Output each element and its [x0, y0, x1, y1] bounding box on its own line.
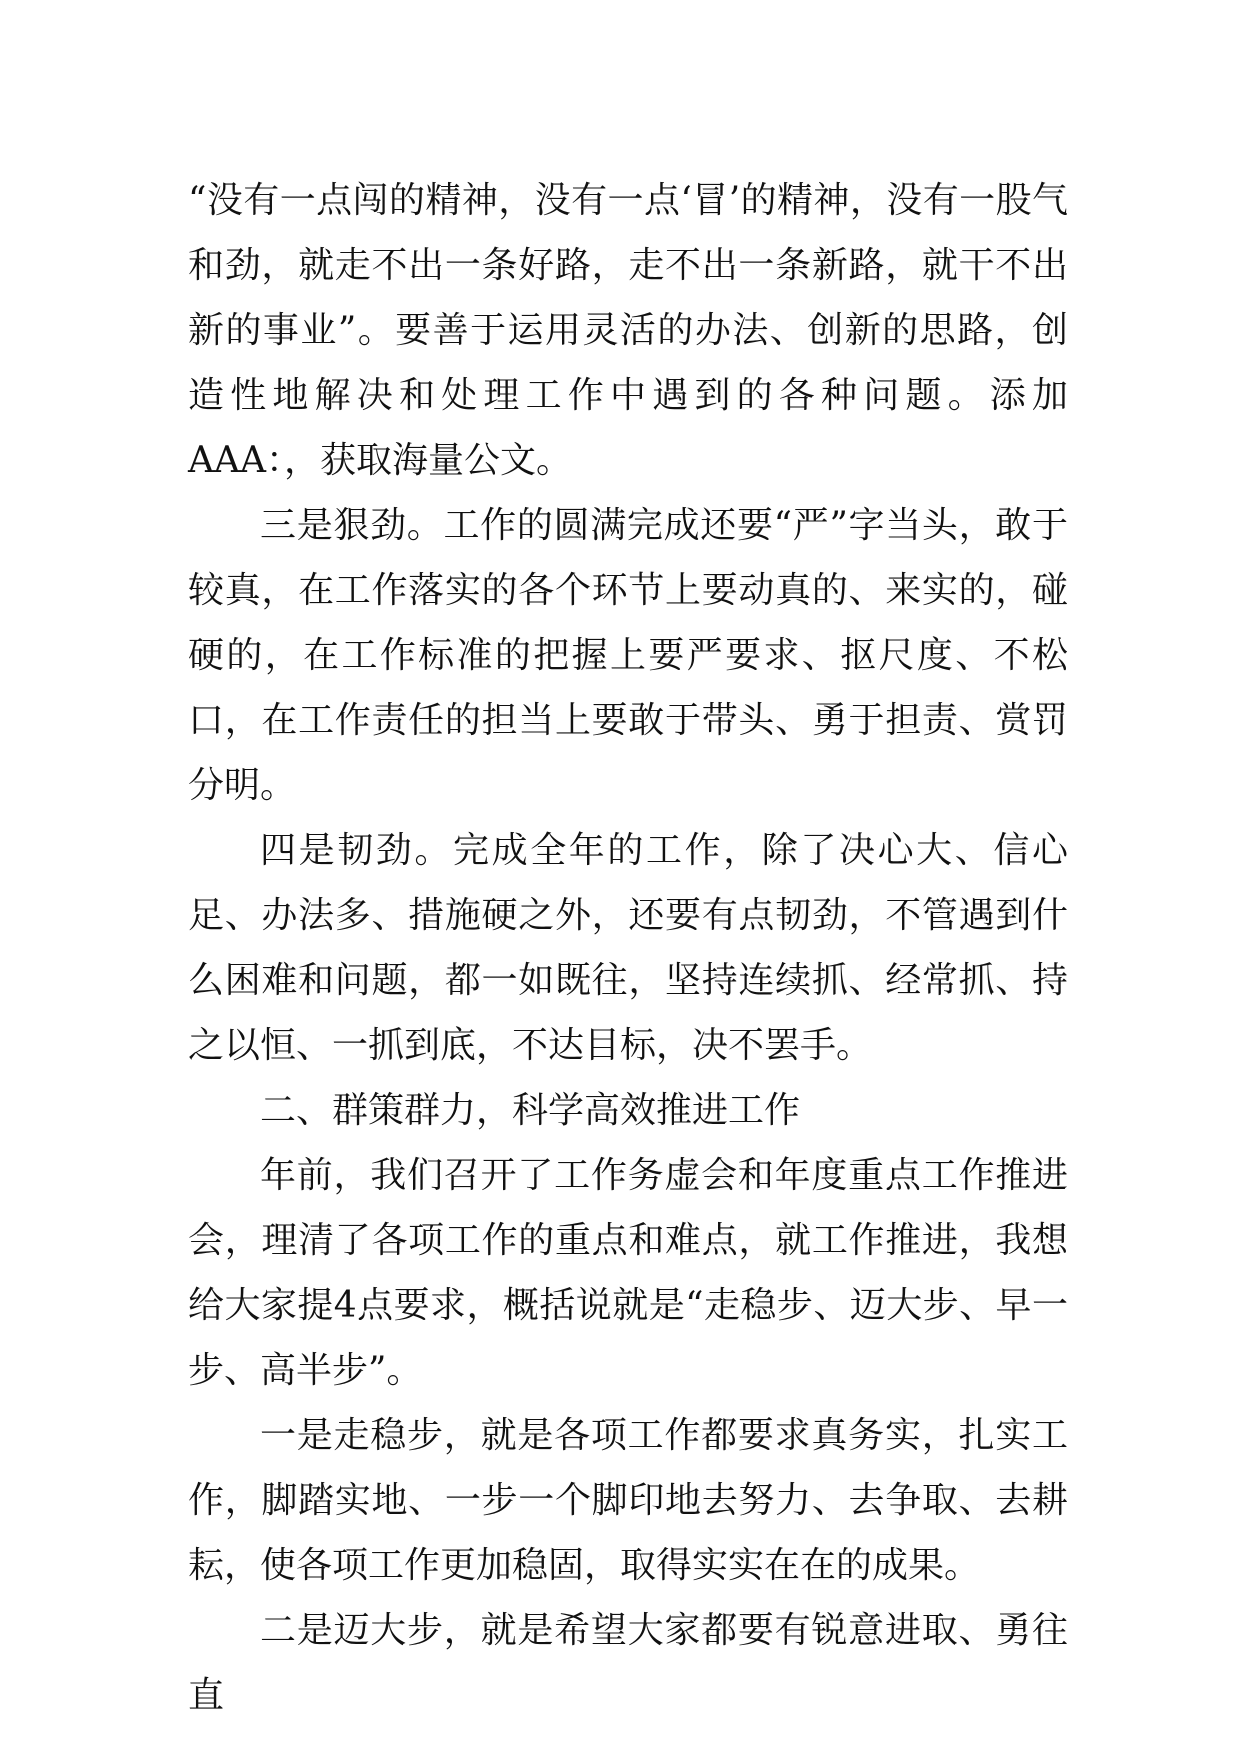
paragraph-continuation: “没有一点闯的精神，没有一点‘冒’的精神，没有一股气和劲，就走不出一条好路，走不出一条新路，就干不出新的事业”。要善于运用灵活的办法、创新的思路，创造性地解决和处理工作中遇到的各种问题。添加AAA：，获取海量公文。: [188, 180, 1068, 481]
paragraph-intro: 年前，我们召开了工作务虚会和年度重点工作推进会，理清了各项工作的重点和难点，就工作推进，我想给大家提4点要求，概括说就是“走稳步、迈大步、早一步、高半步”。: [188, 1155, 1068, 1391]
document-body: [188, 168, 1068, 1728]
paragraph-step-two: 二是迈大步，就是希望大家都要有锐意进取、勇往直: [188, 1610, 1068, 1716]
section-heading: 二、群策群力，科学高效推进工作: [260, 1090, 801, 1131]
paragraph-fourth-point: 四是韧劲。完成全年的工作，除了决心大、信心足、办法多、措施硬之外，还要有点韧劲，不管遇到什么困难和问题，都一如既往，坚持连续抓、经常抓、持之以恒、一抓到底，不达目标，决不罢手。: [188, 830, 1068, 1066]
paragraph-step-one: 一是走稳步，就是各项工作都要求真务实，扎实工作，脚踏实地、一步一个脚印地去努力、去争取、去耕耘，使各项工作更加稳固，取得实实在在的成果。: [188, 1415, 1068, 1586]
paragraph-third-point: 三是狠劲。工作的圆满完成还要“严”字当头，敢于较真，在工作落实的各个环节上要动真的、来实的，碰硬的，在工作标准的把握上要严要求、抠尺度、不松口，在工作责任的担当上要敢于带头、勇于担责、赏罚分明。: [188, 505, 1068, 806]
